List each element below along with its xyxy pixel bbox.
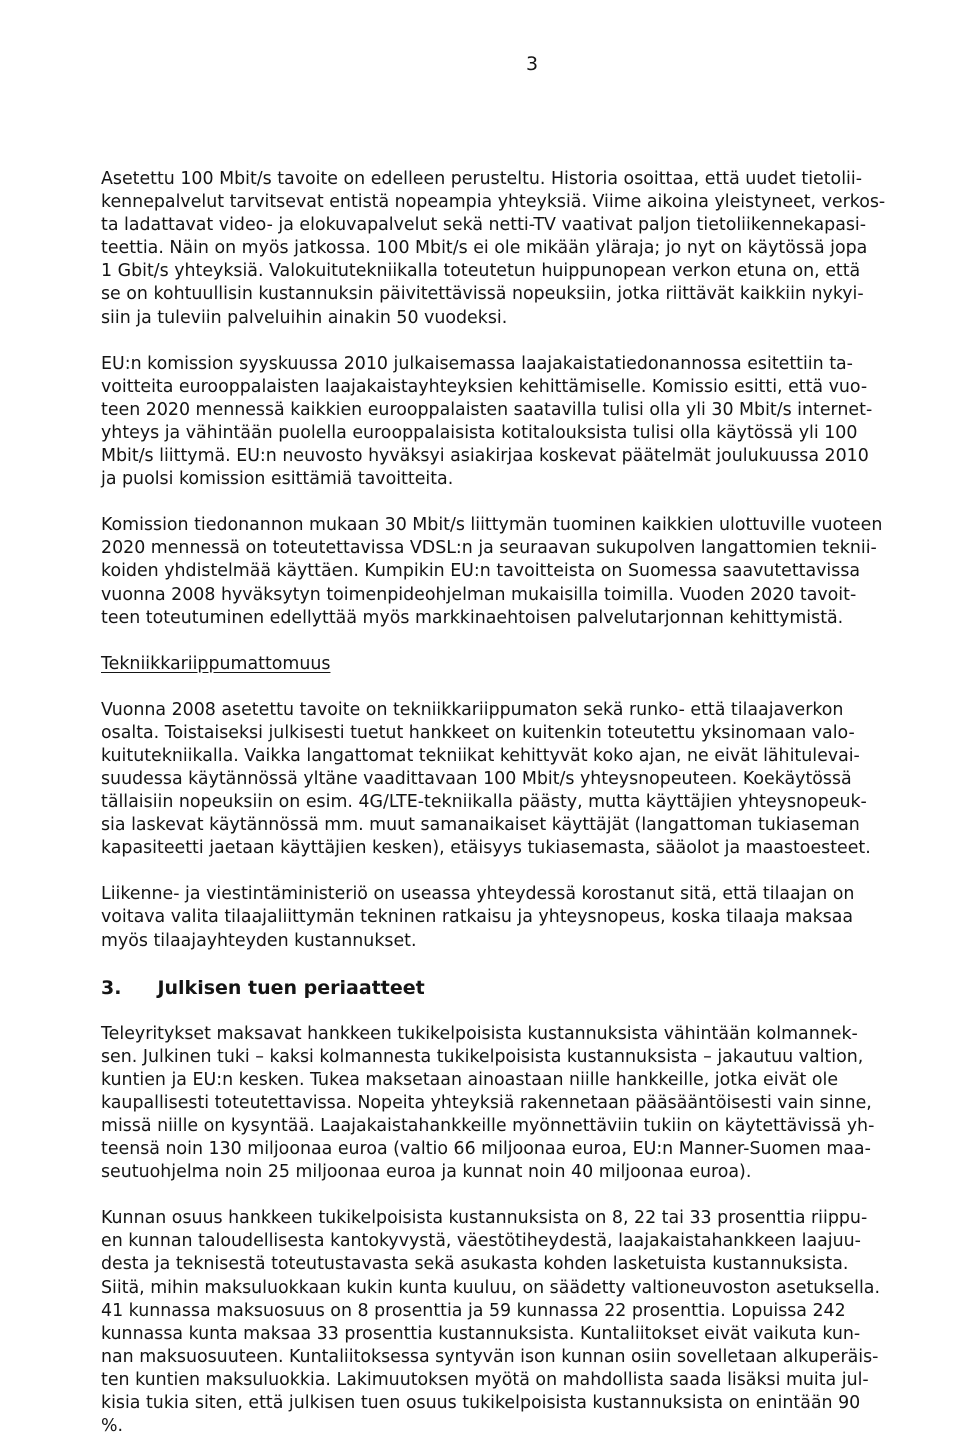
section-heading — [101, 976, 953, 1000]
paragraph-4: Vuonna 2008 asetettu tavoite on tekniikkariippumaton sekä runko- että tilaajaverkon osalta. Toistaiseksi julkisesti tuetut hankkeet on kuitenkin toteutettu yksinomaan valo- kuitutekniikalla. Vaikka langattomat tekniikat kehittyvät koko ajan, ne eivät lähitulevai- suudessa käytännössä yltäne vaadittavaan 100 Mbit/s yhteysnopeuteen. Koekäytössä tällaisiin nopeuksiin on esim. 4G/LTE-tekniikalla päästy, mutta käyttäjien yhteysnopeuk- sia laskevat käytännössä mm. muut samanaikaiset käyttäjät (langattoman tukiaseman kapasiteetti jaetaan käyttäjien kesken), etäisyys tukiasemasta, sääolot ja maastoesteet. — [101, 699, 871, 859]
paragraph-gap — [101, 676, 953, 699]
paragraph-gap — [101, 953, 953, 976]
subheading-technology-neutrality: Tekniikkariippumattomuus — [101, 653, 331, 674]
page-number: 3 — [526, 53, 539, 75]
paragraph-2: EU:n komission syyskuussa 2010 julkaisemassa laajakaistatiedonannossa esitettiin ta- voitteita eurooppalaisten laajakaistayhteyksien kehittämiselle. Komissio esitti, että vuo- teen 2020 mennessä kaikkien eurooppalaisten saatavilla tulisi olla yli 30 Mbit/s internet- yhteys ja vähintään puolella eurooppalaisista kotitalouksista tulisi olla käytössä yli 100 Mbit/s liittymä. EU:n neuvosto hyväksyi asiakirjaa koskevat päätelmät joulukuussa 2010 ja puolsi komission esittämiä tavoitteita. — [101, 353, 873, 490]
paragraph-1: Asetettu 100 Mbit/s tavoite on edelleen perusteltu. Historia osoittaa, että uudet tietolii- kennepalvelut tarvitsevat entistä nopeampia yhteyksiä. Viime aikoina yleistyneet, verkos- ta ladattavat video- ja elokuvapalvelut sekä netti-TV vaativat paljon tietoliikennekapasi- teettia. Näin on myös jatkossa. 100 Mbit/s ei ole mikään yläraja; jo nyt on käytössä jopa 1 Gbit/s yhteyksiä. Valokuitutekniikalla toteutetun huippunopean verkon etuna on, että se on kohtuullisin kustannuksin päivitettävissä nopeuksiin, jotka riittävät kaikkiin nykyi- siin ja tuleviin palveluihin ainakin 50 vuodeksi. — [101, 169, 886, 328]
paragraph-gap — [101, 330, 953, 353]
paragraph-gap — [101, 860, 953, 883]
paragraph-gap — [101, 1000, 953, 1023]
paragraph-gap — [101, 491, 953, 514]
paragraph-5: Liikenne- ja viestintäministeriö on useassa yhteydessä korostanut sitä, että tilaajan on voitava valita tilaajaliittymän tekninen ratkaisu ja yhteysnopeus, koska tilaaja maksaa myös tilaajayhteyden kustannukset. — [101, 884, 855, 951]
paragraph-6: Teleyritykset maksavat hankkeen tukikelpoisista kustannuksista vähintään kolmannek- sen. Julkinen tuki – kaksi kolmannesta tukikelpoisista kustannuksista – jakautuu valtion, kuntien ja EU:n kesken. Tukea maksetaan ainoastaan niille hankkeille, jotka eivät ole kaupallisesti toteutettavissa. Nopeita yhteyksiä rakennetaan pääsääntöisesti vain sinne, missä niille on kysyntää. Laajakaistahankkeille myönnettäviin tukiin on käytettävissä yh- teensä noin 130 miljoonaa euroa (valtio 66 miljoonaa euroa, EU:n Manner-Suomen maa- seutuohjelma noin 25 miljoonaa euroa ja kunnat noin 40 miljoonaa euroa). — [101, 1023, 875, 1183]
section-title: Julkisen tuen periaatteet — [157, 976, 425, 999]
paragraph-7: Kunnan osuus hankkeen tukikelpoisista kustannuksista on 8, 22 tai 33 prosenttia riippu- en kunnan taloudellisesta kantokyvystä, väestötiheydestä, laajakaistahankkeen laajuu- desta ja teknisestä toteutustavasta sekä asukasta kohden lasketuista kustannuksista. Siitä, mihin maksuluokkaan kukin kunta kuuluu, on säädetty valtioneuvoston asetuksella. 41 kunnassa maksuosuus on 8 prosenttia ja 59 kunnassa 22 prosenttia. Lopuissa 242 kunnassa kunta maksaa 33 prosenttia kustannuksista. Kuntaliitokset eivät vaikuta kun- nan maksuosuuteen. Kuntaliitoksessa syntyvän ison kunnan osiin sovelletaan alkuperäis- ten kuntien maksuluokkia. Lakimuutoksen myötä on mahdollista saada lisäksi muita jul- kisia tukia siten, että julkisen tuen osuus tukikelpoisista kustannuksista on enintään 90 %. — [101, 1208, 880, 1437]
paragraph-gap — [101, 630, 953, 653]
paragraph-3: Komission tiedonannon mukaan 30 Mbit/s liittymän tuominen kaikkien ulottuville vuoteen 2020 mennessä on toteutettavissa VDSL:n ja seuraavan sukupolven langattomien teknii- koiden yhdistelmää käyttäen. Kumpikin EU:n tavoitteista on Suomessa saavutettavissa vuonna 2008 hyväksytyn toimenpideohjelman mukaisilla toimilla. Vuoden 2020 tavoit- teen toteutuminen edellyttää myös markkinaehtoisen palvelutarjonnan kehittymistä. — [101, 515, 883, 628]
section-number: 3. — [101, 976, 122, 999]
paragraph-gap — [101, 1184, 953, 1207]
page-content — [101, 168, 953, 1438]
